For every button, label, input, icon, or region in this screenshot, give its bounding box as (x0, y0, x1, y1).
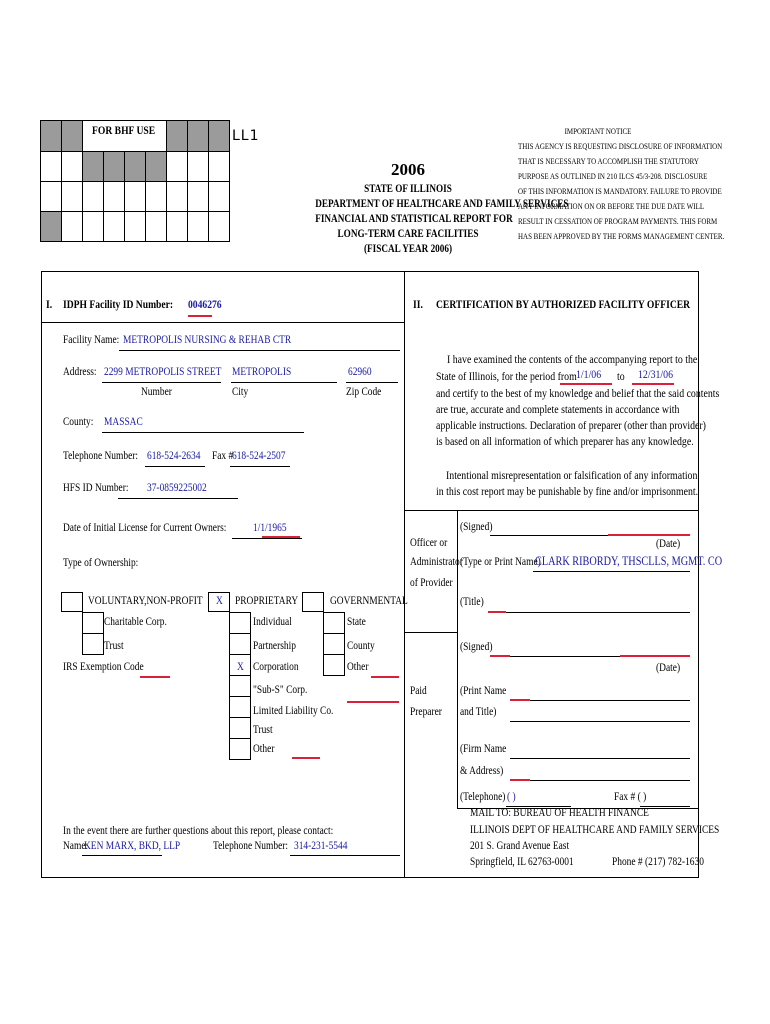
contact-name-value[interactable]: KEN MARX, BKD, LLP (84, 840, 181, 852)
bureau-phone: Phone # (217) 782-1630 (612, 856, 704, 868)
officer-label: Administrator (410, 556, 463, 568)
hfs-id-value[interactable]: 37-0859225002 (147, 482, 207, 494)
preparer-signed-label: (Signed) (460, 641, 493, 653)
grid-cell (124, 211, 146, 242)
print-name-label: and Title) (460, 706, 497, 718)
grid-cell (187, 211, 209, 242)
signature-line (608, 534, 690, 536)
ownership-label: Type of Ownership: (63, 557, 139, 569)
field-underline (533, 571, 690, 572)
field-underline (231, 382, 337, 383)
fax-value[interactable]: 618-524-2507 (232, 450, 286, 462)
warning-line: Intentional misrepresentation or falsification of any information (446, 468, 698, 482)
address-label: Address: (63, 366, 97, 378)
field-underline (290, 855, 400, 856)
field-underline (145, 466, 205, 467)
period-to-label: to (617, 369, 625, 383)
charitable-checkbox[interactable] (82, 612, 104, 634)
section-one-number: I. (46, 297, 53, 311)
cert-line: is based on all information of which preparer has any knowledge. (436, 434, 694, 448)
notice-line: THIS AGENCY IS REQUESTING DISCLOSURE OF INFORMATION (518, 141, 723, 151)
trust-proprietary-checkbox[interactable] (229, 717, 251, 739)
voluntary-header: VOLUNTARY,NON-PROFIT (88, 595, 203, 607)
cert-line-1: I have examined the contents of the accompanying report to the (447, 352, 698, 366)
trust-label: Trust (104, 640, 124, 652)
grid-cell (124, 151, 146, 182)
header-line: LONG-TERM CARE FACILITIES (337, 228, 479, 240)
individual-label: Individual (253, 616, 292, 628)
llc-label: Limited Liability Co. (253, 705, 334, 717)
field-underline (82, 855, 162, 856)
telephone-label: Telephone Number: (63, 450, 139, 462)
field-underline (102, 382, 221, 383)
officer-box-top (404, 510, 699, 511)
governmental-header: GOVERNMENTAL (330, 595, 408, 607)
facility-name-label: Facility Name: (63, 334, 120, 346)
address-number-value[interactable]: 2299 METROPOLIS STREET (104, 366, 222, 378)
contact-phone-value[interactable]: 314-231-5544 (294, 840, 348, 852)
grid-cell (208, 181, 230, 212)
field-underline (510, 700, 690, 701)
number-caption: Number (141, 386, 172, 398)
state-checkbox[interactable] (323, 612, 345, 634)
corporation-mark: X (237, 661, 244, 673)
hfs-id-label: HFS ID Number: (63, 482, 129, 494)
section-divider (41, 322, 404, 323)
print-name-label: (Print Name (460, 685, 507, 697)
grid-cell (61, 181, 83, 212)
county-label: County: (63, 416, 94, 428)
other-governmental-checkbox[interactable] (323, 654, 345, 676)
field-underline (510, 780, 690, 781)
report-header (292, 182, 569, 257)
certification-title: CERTIFICATION BY AUTHORIZED FACILITY OFFICER (436, 297, 691, 311)
signature-line (490, 655, 510, 657)
telephone-value[interactable]: 618-524-2634 (147, 450, 201, 462)
county-option-label: County (347, 640, 375, 652)
field-underline (488, 612, 690, 613)
notice-line: ANY INFORMATION ON OR BEFORE THE DUE DATE WILL (518, 201, 705, 211)
irs-exemption-label: IRS Exemption Code (63, 661, 144, 673)
zip-caption: Zip Code (346, 386, 382, 398)
mail-line: ILLINOIS DEPT OF HEALTHCARE AND FAMILY SERVICES (470, 824, 720, 836)
grid-cell (40, 211, 62, 242)
column-divider (404, 271, 405, 878)
grid-cell (40, 151, 62, 182)
preparer-box-divider (457, 632, 458, 808)
preparer-label: Paid (410, 685, 427, 697)
firm-name-label: & Address) (460, 765, 504, 777)
partnership-checkbox[interactable] (229, 633, 251, 655)
corporation-label: Corporation (253, 661, 299, 673)
other-proprietary-checkbox[interactable] (229, 738, 251, 760)
field-underline (510, 758, 690, 759)
contact-instruction: In the event there are further questions about this report, please contact: (63, 825, 334, 837)
grid-cell (208, 151, 230, 182)
notice-line: OF THIS INFORMATION IS MANDATORY. FAILURE TO PROVIDE (518, 186, 722, 196)
officer-title-label: (Title) (460, 596, 484, 608)
field-underline (632, 383, 674, 385)
facility-name-value[interactable]: METROPOLIS NURSING & REHAB CTR (123, 334, 292, 346)
trust-checkbox[interactable] (82, 633, 104, 655)
charitable-label: Charitable Corp. (104, 616, 167, 628)
field-underline (510, 699, 530, 701)
grid-cell (145, 151, 167, 182)
grid-cell (61, 151, 83, 182)
telephone-label: (Telephone) (460, 791, 506, 803)
sub-s-checkbox[interactable] (229, 675, 251, 697)
field-underline (119, 350, 400, 351)
grid-cell (61, 120, 83, 152)
field-underline (371, 676, 399, 678)
grid-cell (166, 151, 188, 182)
notice-line: PURPOSE AS OUTLINED IN 210 ILCS 45/3-208. DISCLOSURE (518, 171, 708, 181)
preparer-label: Preparer (410, 706, 442, 718)
firm-name-label: (Firm Name (460, 743, 507, 755)
officer-box-divider (457, 510, 458, 632)
grid-cell (82, 151, 104, 182)
field-underline (230, 466, 290, 467)
header-line: (FISCAL YEAR 2006) (363, 243, 453, 255)
officer-name-value[interactable]: CLARK RIBORDY, THSCLLS, MGMT. CO (535, 554, 723, 568)
header-line: DEPARTMENT OF HEALTHCARE AND FAMILY SERVICES (315, 198, 569, 210)
cert-line: and certify to the best of my knowledge and belief that the said contents (436, 386, 720, 400)
llc-checkbox[interactable] (229, 696, 251, 718)
grid-cell (124, 181, 146, 212)
grid-cell (145, 211, 167, 242)
grid-cell (166, 181, 188, 212)
period-prefix: State of Illinois, for the period from (436, 369, 577, 383)
field-underline (347, 701, 399, 703)
bhf-use-label: FOR BHF USE (92, 123, 156, 137)
field-underline (488, 611, 506, 613)
officer-label: Officer or (410, 537, 448, 549)
field-underline (188, 315, 212, 317)
notice-line: THAT IS NECESSARY TO ACCOMPLISH THE STATUTORY (518, 156, 699, 166)
grid-cell (187, 120, 209, 152)
type-print-label: (Type or Print Name) (460, 556, 541, 568)
partnership-label: Partnership (253, 640, 296, 652)
grid-cell (40, 120, 62, 152)
address-city-value[interactable]: METROPOLIS (232, 366, 292, 378)
grid-cell (208, 211, 230, 242)
mail-line: 201 S. Grand Avenue East (470, 840, 570, 852)
fax-label: Fax # (212, 450, 234, 462)
preparer-fax-label: Fax # ( ) (614, 791, 647, 803)
period-to-value[interactable]: 12/31/06 (638, 367, 673, 381)
grid-cell (103, 211, 125, 242)
county-value[interactable]: MASSAC (104, 416, 143, 428)
trust-proprietary-label: Trust (253, 724, 273, 736)
field-underline (510, 779, 530, 781)
important-notice (518, 124, 725, 244)
individual-checkbox[interactable] (229, 612, 251, 634)
grid-cell (40, 181, 62, 212)
proprietary-header: PROPRIETARY (235, 595, 299, 607)
signature-line (620, 655, 690, 657)
cert-line: are true, accurate and complete statements in accordance with (436, 402, 680, 416)
sub-s-label: "Sub-S" Corp. (253, 684, 308, 696)
field-underline (102, 432, 304, 433)
field-underline (510, 721, 690, 722)
grid-cell (103, 151, 125, 182)
city-caption: City (232, 386, 249, 398)
grid-cell (61, 211, 83, 242)
other-governmental-label: Other (347, 661, 369, 673)
officer-box-bottom (404, 632, 458, 633)
license-date-label: Date of Initial License for Current Owners: (63, 522, 227, 534)
field-underline (346, 382, 398, 383)
officer-date-label: (Date) (656, 538, 681, 550)
field-underline (292, 757, 320, 759)
idph-value[interactable]: 0046276 (188, 297, 222, 311)
period-from-value[interactable]: 1/1/06 (576, 367, 602, 381)
section-two-number: II. (413, 297, 423, 311)
mail-line: Springfield, IL 62763-0001 (470, 856, 574, 868)
license-date-value[interactable]: 1/1/1965 (253, 522, 287, 534)
report-year: 2006 (391, 160, 425, 179)
field-underline (262, 536, 300, 538)
contact-name-label: Name: (63, 840, 89, 852)
preparer-telephone-parens[interactable]: ( ) (507, 791, 516, 803)
warning-line: in this cost report may be punishable by fine and/or imprisonment. (436, 484, 699, 498)
state-label: State (347, 616, 366, 628)
address-zip-value[interactable]: 62960 (348, 366, 372, 378)
header-line: STATE OF ILLINOIS (364, 183, 452, 195)
field-underline (560, 383, 612, 385)
county-checkbox[interactable] (323, 633, 345, 655)
field-underline (232, 538, 302, 539)
idph-label: IDPH Facility ID Number: (63, 297, 174, 311)
grid-cell (145, 181, 167, 212)
officer-label: of Provider (410, 577, 453, 589)
cert-line: applicable instructions. Declaration of preparer (other than provider) (436, 418, 706, 432)
notice-line: HAS BEEN APPROVED BY THE FORMS MANAGEMENT CENTER. (518, 231, 725, 241)
notice-line: RESULT IN CESSATION OF PROGRAM PAYMENTS. THIS FORM (518, 216, 718, 226)
grid-cell (166, 211, 188, 242)
grid-cell (103, 181, 125, 212)
preparer-date-label: (Date) (656, 662, 681, 674)
mail-line: MAIL TO: BUREAU OF HEALTH FINANCE (470, 807, 649, 819)
voluntary-checkbox[interactable] (61, 592, 83, 612)
header-line: FINANCIAL AND STATISTICAL REPORT FOR (315, 213, 513, 225)
grid-cell (166, 120, 188, 152)
field-underline (118, 498, 238, 499)
grid-cell (187, 151, 209, 182)
grid-cell (82, 211, 104, 242)
other-proprietary-label: Other (253, 743, 275, 755)
contact-phone-label: Telephone Number: (213, 840, 289, 852)
notice-title: IMPORTANT NOTICE (564, 126, 632, 136)
proprietary-mark: X (216, 595, 223, 607)
grid-cell (187, 181, 209, 212)
grid-cell (82, 181, 104, 212)
grid-cell (208, 120, 230, 152)
form-code: LL1 (232, 128, 260, 144)
field-underline (140, 676, 170, 678)
governmental-checkbox[interactable] (302, 592, 324, 612)
officer-signed-label: (Signed) (460, 521, 493, 533)
